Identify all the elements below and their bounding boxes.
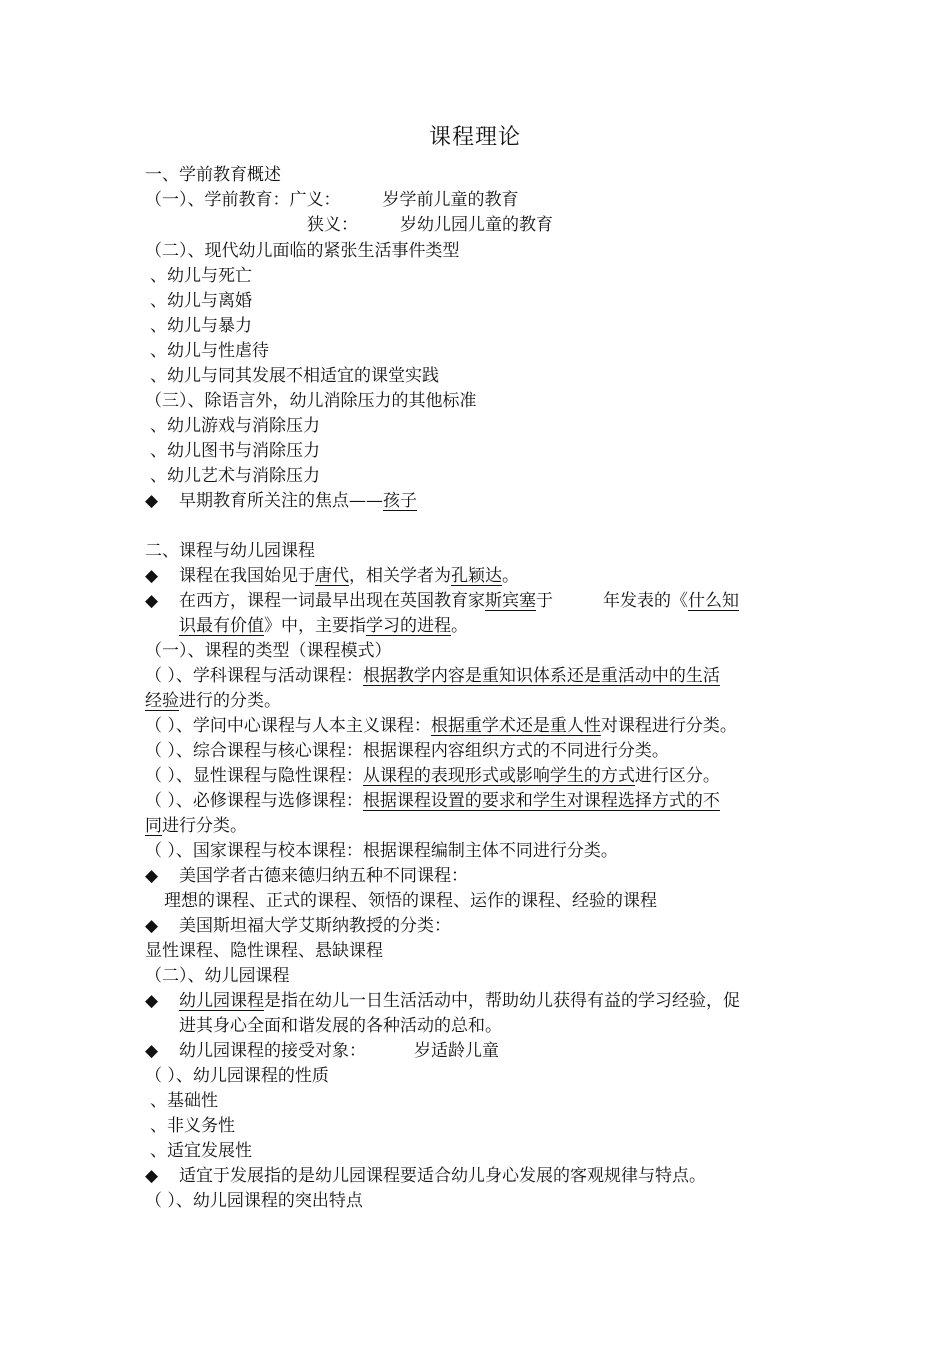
- def-broad: （一）、学前教育：广义： 岁学前儿童的教育: [145, 190, 519, 210]
- focus-bullet: ◆ 早期教育所关注的焦点——孩子: [145, 491, 417, 511]
- list-item: 、基础性: [150, 1091, 218, 1111]
- subsection-2: （二）、现代幼儿面临的紧张生活事件类型: [145, 241, 460, 261]
- bullet-kg-target: ◆ 幼儿园课程的接受对象： 岁适龄儿童: [145, 1041, 499, 1061]
- diamond-bullet-icon: ◆: [145, 991, 159, 1011]
- list-item: 、幼儿游戏与消除压力: [150, 416, 320, 436]
- bullet-goodlad: ◆ 美国学者古德来德归纳五种不同课程：: [145, 866, 468, 886]
- goodlad-list: 理想的课程、正式的课程、领悟的课程、运作的课程、经验的课程: [164, 891, 657, 911]
- bullet-appropriate: ◆ 适宜于发展指的是幼儿园课程要适合幼儿身心发展的客观规律与特点。: [145, 1166, 706, 1186]
- page-title: 课程理论: [428, 125, 521, 150]
- diamond-bullet-icon: ◆: [145, 1166, 159, 1186]
- bullet-eisner: ◆ 美国斯坦福大学艾斯纳教授的分类：: [145, 916, 451, 936]
- bullet-kg-def-line1: ◆ 幼儿园课程是指在幼儿一日生活活动中，帮助幼儿获得有益的学习经验，促: [145, 991, 740, 1011]
- type-5-line1: （ ）、必修课程与选修课程：根据课程设置的要求和学生对课程选择方式的不: [145, 791, 720, 811]
- list-item: 、幼儿与离婚: [150, 291, 252, 311]
- bullet-west-line2: 识最有价值》中，主要指学习的进程。: [179, 616, 468, 636]
- diamond-bullet-icon: ◆: [145, 566, 159, 586]
- subsection-3: （三）、除语言外，幼儿消除压力的其他标准: [145, 391, 477, 411]
- list-item: 、适宜发展性: [150, 1141, 252, 1161]
- diamond-bullet-icon: ◆: [145, 491, 159, 511]
- bullet-origin: ◆ 课程在我国始见于唐代，相关学者为孔颖达。: [145, 566, 519, 586]
- eisner-list: 显性课程、隐性课程、悬缺课程: [145, 941, 383, 961]
- diamond-bullet-icon: ◆: [145, 916, 159, 936]
- list-item: 、幼儿与同其发展不相适宜的课堂实践: [150, 366, 439, 386]
- def-narrow: 狭义： 岁幼儿园儿童的教育: [307, 215, 553, 235]
- kindergarten-heading: （二）、幼儿园课程: [145, 966, 290, 986]
- type-5-line2: 同进行分类。: [145, 816, 247, 836]
- bullet-west-line1: ◆ 在西方，课程一词最早出现在英国教育家斯宾塞于 年发表的《什么知: [145, 591, 739, 611]
- list-item: 、非义务性: [150, 1116, 235, 1136]
- section-1-heading: 一、学前教育概述: [145, 165, 281, 185]
- features-heading: （ ）、幼儿园课程的突出特点: [145, 1191, 363, 1211]
- types-heading: （一）、课程的类型（课程模式）: [145, 641, 392, 661]
- type-1-line2: 经验进行的分类。: [145, 691, 281, 711]
- nature-heading: （ ）、幼儿园课程的性质: [145, 1066, 329, 1086]
- type-3: （ ）、综合课程与核心课程：根据课程内容组织方式的不同进行分类。: [145, 741, 669, 761]
- list-item: 、幼儿图书与消除压力: [150, 441, 320, 461]
- section-2-heading: 二、课程与幼儿园课程: [145, 541, 315, 561]
- type-1-line1: （ ）、学科课程与活动课程：根据教学内容是重知识体系还是重活动中的生活: [145, 666, 720, 686]
- type-4: （ ）、显性课程与隐性课程：从课程的表现形式或影响学生的方式进行区分。: [145, 766, 720, 786]
- type-2: （ ）、学问中心课程与人本主义课程：根据重学术还是重人性对课程进行分类。: [145, 716, 737, 736]
- diamond-bullet-icon: ◆: [145, 866, 159, 886]
- type-6: （ ）、国家课程与校本课程：根据课程编制主体不同进行分类。: [145, 841, 618, 861]
- diamond-bullet-icon: ◆: [145, 1041, 159, 1061]
- list-item: 、幼儿与暴力: [150, 316, 252, 336]
- list-item: 、幼儿与性虐待: [150, 341, 269, 361]
- list-item: 、幼儿与死亡: [150, 266, 252, 286]
- list-item: 、幼儿艺术与消除压力: [150, 466, 320, 486]
- diamond-bullet-icon: ◆: [145, 591, 159, 611]
- bullet-kg-def-line2: 进其身心全面和谐发展的各种活动的总和。: [179, 1016, 502, 1036]
